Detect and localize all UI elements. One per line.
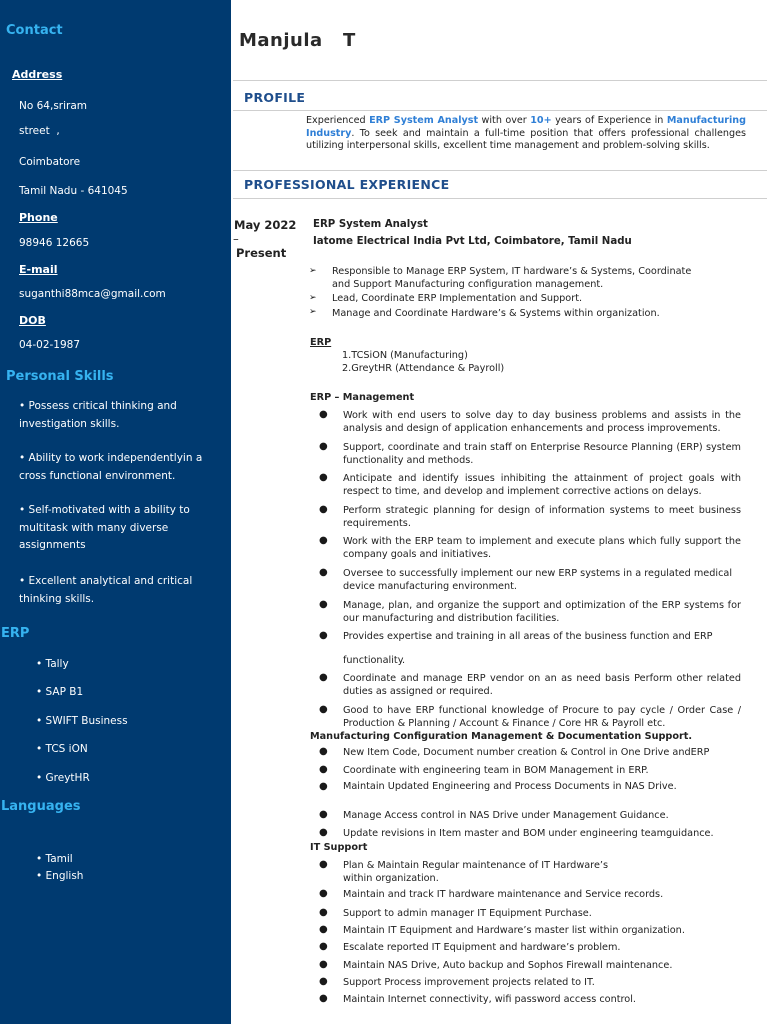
bullet-icon: ● <box>319 441 328 452</box>
it-item: Support to admin manager IT Equipment Purchase. <box>343 908 592 919</box>
date-to: Present <box>236 246 287 260</box>
erp-item: • GreytHR <box>36 772 90 784</box>
dob-label: DOB <box>19 314 46 327</box>
bullet-icon: ● <box>319 976 328 987</box>
bullet-icon: ● <box>319 746 328 757</box>
arrow-bullet-icon: ➢ <box>309 307 317 317</box>
bullet-icon: ● <box>319 535 328 546</box>
dob-value: 04-02-1987 <box>19 339 81 351</box>
address-label: Address <box>12 68 63 81</box>
erp-management-item: Work with end users to solve day to day business problems and assists in the analysis and design of application enhancements and process improvements. <box>343 410 741 434</box>
address-line: Tamil Nadu - 641045 <box>19 185 128 197</box>
erp-management-item: Coordinate and manage ERP vendor on an as need basis Perform other related duties as assigned or required. <box>343 673 741 697</box>
erp-management-item: Oversee to successfully implement our new ERP systems in a regulated medical device manufacturing environment. <box>343 568 733 592</box>
date-from: May 2022 <box>234 218 297 232</box>
erp-management-item: Anticipate and identify issues inhibiting the attainment of project goals with respect to time, and develop and implement corrective actions on delays. <box>343 473 741 497</box>
phone-label: Phone <box>19 211 58 224</box>
bullet-icon: ● <box>319 941 328 952</box>
responsibility-item: and Support Manufacturing configuration management. <box>332 279 604 290</box>
bullet-icon: ● <box>319 859 328 870</box>
bullet-icon: ● <box>319 504 328 515</box>
erp-management-item: Good to have ERP functional knowledge of Procure to pay cycle / Order Case / Production & Planning / Account & Finance / Core HR & Payroll etc. <box>343 705 741 729</box>
erp-management-item: Support, coordinate and train staff on Enterprise Resource Planning (ERP) system functionality and methods. <box>343 442 741 466</box>
bullet-icon: ● <box>319 704 328 715</box>
bullet-icon: ● <box>319 567 328 578</box>
language-item: • English <box>36 870 84 882</box>
languages-heading: Languages <box>1 799 81 814</box>
arrow-bullet-icon: ➢ <box>309 266 317 276</box>
it-item: Support Process improvement projects related to IT. <box>343 977 595 988</box>
skill-item: • Excellent analytical and critical thinking skills. <box>19 575 193 605</box>
arrow-bullet-icon: ➢ <box>309 293 317 303</box>
erp-item: • TCS iON <box>36 743 88 755</box>
erp-item: • SAP B1 <box>36 686 84 698</box>
bullet-icon: ● <box>319 409 328 420</box>
it-item: Escalate reported IT Equipment and hardware’s problem. <box>343 942 621 953</box>
bullet-icon: ● <box>319 993 328 1004</box>
bullet-icon: ● <box>319 809 328 820</box>
it-item: Maintain and track IT hardware maintenance and Service records. <box>343 889 664 900</box>
erp-management-item: functionality. <box>343 655 406 666</box>
profile-summary: Experienced ERP System Analyst with over 10+ years of Experience in Manufacturing Industry. To seek and maintain a full-time position that offers professional challenges utilizing interpersonal skills, excellent time management and problem-solving skills. <box>306 115 746 152</box>
bullet-icon: ● <box>319 959 328 970</box>
it-item: Maintain NAS Drive, Auto backup and Sophos Firewall maintenance. <box>343 960 673 971</box>
erp-list-item: 1.TCSiON (Manufacturing) <box>342 350 468 361</box>
skill-item: • Ability to work independentlyin a cross functional environment. <box>19 452 203 482</box>
sidebar <box>0 0 231 1024</box>
divider <box>233 170 767 171</box>
responsibility-item: Manage and Coordinate Hardware’s & Systems within organization. <box>332 308 660 319</box>
mfg-item: Manage Access control in NAS Drive under Management Guidance. <box>343 810 669 821</box>
job-title: ERP System Analyst <box>313 219 428 230</box>
mfg-heading: Manufacturing Configuration Management & Documentation Support. <box>310 731 693 742</box>
it-support-heading: IT Support <box>310 842 368 853</box>
bullet-icon: ● <box>319 781 328 792</box>
address-line: Coimbatore <box>19 156 81 168</box>
erp-list-item: 2.GreytHR (Attendance & Payroll) <box>342 363 505 374</box>
contact-heading: Contact <box>6 23 63 38</box>
it-item: Plan & Maintain Regular maintenance of IT Hardware’s <box>343 860 609 871</box>
bullet-icon: ● <box>319 888 328 899</box>
erp-management-item: Provides expertise and training in all areas of the business function and ERP <box>343 631 713 642</box>
email-label: E-mail <box>19 263 58 276</box>
bullet-icon: ● <box>319 764 328 775</box>
erp-management-item: Work with the ERP team to implement and execute plans which fully support the company goals and initiatives. <box>343 536 741 560</box>
bullet-icon: ● <box>319 599 328 610</box>
phone-value: 98946 12665 <box>19 237 90 249</box>
erp-management-item: Manage, plan, and organize the support and optimization of the ERP systems for our manufacturing and distribution facilities. <box>343 600 741 624</box>
main-content <box>231 0 768 1024</box>
bullet-icon: ● <box>319 907 328 918</box>
email-value: suganthi88mca@gmail.com <box>19 288 166 300</box>
it-item: Maintain IT Equipment and Hardware’s master list within organization. <box>343 925 685 936</box>
erp-label: ERP <box>310 337 332 348</box>
bullet-icon: ● <box>319 472 328 483</box>
it-item: Maintain Internet connectivity, wifi password access control. <box>343 994 636 1005</box>
experience-heading: PROFESSIONAL EXPERIENCE <box>244 177 450 192</box>
divider <box>233 110 767 111</box>
skill-item: • Possess critical thinking and investigation skills. <box>19 400 177 430</box>
mfg-item: Coordinate with engineering team in BOM Management in ERP. <box>343 765 649 776</box>
address-line: No 64,sriram <box>19 100 87 112</box>
company-name: Iatome Electrical India Pvt Ltd, Coimbatore, Tamil Nadu <box>313 236 632 247</box>
language-item: • Tamil <box>36 853 73 865</box>
erp-management-heading: ERP – Management <box>310 392 415 403</box>
personal-skills-heading: Personal Skills <box>6 369 114 384</box>
erp-item: • SWIFT Business <box>36 715 128 727</box>
address-line: street , <box>19 125 60 137</box>
mfg-item: Update revisions in Item master and BOM under engineering teamguidance. <box>343 828 714 839</box>
it-item: within organization. <box>343 873 439 884</box>
divider <box>233 80 767 81</box>
bullet-icon: ● <box>319 827 328 838</box>
erp-heading: ERP <box>1 626 30 641</box>
bullet-icon: ● <box>319 630 328 641</box>
mfg-item: Maintain Updated Engineering and Process Documents in NAS Drive. <box>343 781 677 792</box>
mfg-item: New Item Code, Document number creation & Control in One Drive andERP <box>343 747 710 758</box>
skill-item: • Self-motivated with a ability to multitask with many diverse assignments <box>19 504 190 551</box>
erp-item: • Tally <box>36 658 69 670</box>
erp-management-item: Perform strategic planning for design of information systems to meet business requirements. <box>343 505 741 529</box>
date-dash: – <box>233 232 239 246</box>
bullet-icon: ● <box>319 924 328 935</box>
responsibility-item: Responsible to Manage ERP System, IT hardware’s & Systems, Coordinate <box>332 266 692 277</box>
profile-heading: PROFILE <box>244 90 306 105</box>
responsibility-item: Lead, Coordinate ERP Implementation and Support. <box>332 293 583 304</box>
bullet-icon: ● <box>319 672 328 683</box>
candidate-name: Manjula T <box>239 30 356 51</box>
divider <box>233 198 767 199</box>
